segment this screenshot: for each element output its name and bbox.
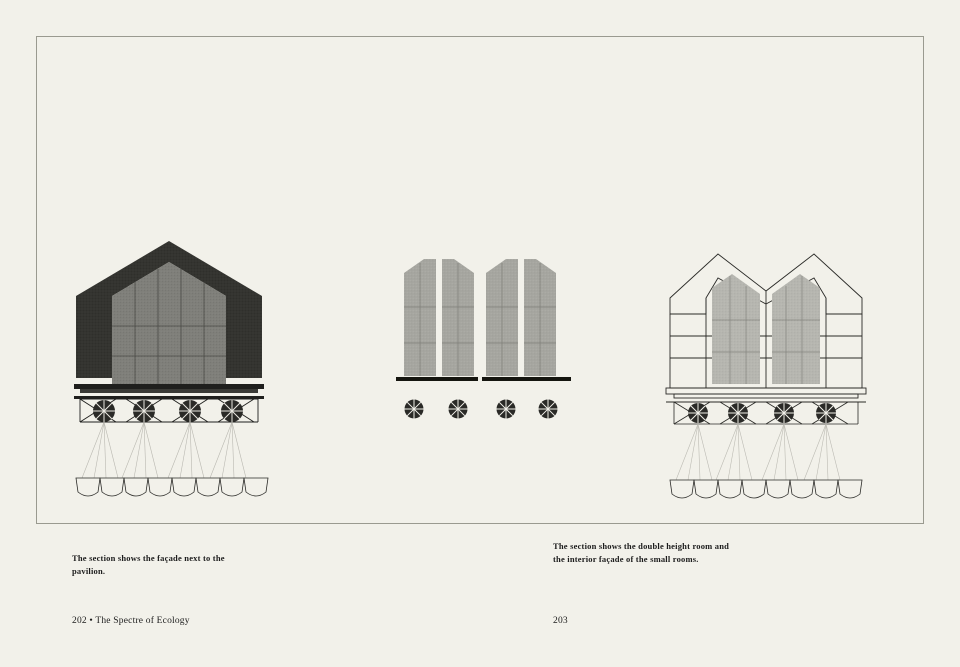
- folio-left: 202 • The Spectre of Ecology: [72, 616, 190, 626]
- foundation-splay-lines: [82, 422, 246, 478]
- figure-outline-building-section: [656, 236, 906, 506]
- caption-left: The section shows the façade next to the pavilion.: [72, 553, 225, 577]
- foundation-bells-outline: [670, 480, 862, 498]
- figure-isolated-facade-panels: [396, 251, 571, 451]
- wheel-row: [405, 400, 558, 419]
- building-outline: [670, 254, 862, 388]
- roof-mass: [68, 241, 270, 384]
- facade-panel-left: [404, 259, 474, 376]
- facade-panel-right: [486, 259, 556, 376]
- wheel-assembly-outline: [688, 403, 836, 423]
- caption-right: The section shows the double height room and the interior façade of the small rooms.: [553, 541, 730, 565]
- deck-slab-outline: [666, 388, 866, 402]
- figure-filled-building-section: [66, 236, 326, 506]
- foundation-splay-lines-outline: [676, 424, 840, 480]
- folio-right: 203: [553, 616, 568, 626]
- wheel-assembly: [93, 400, 243, 422]
- deck-slab: [74, 384, 264, 399]
- foundation-bells: [76, 478, 268, 496]
- ground-bars: [396, 377, 571, 381]
- drawing-area: [36, 36, 924, 524]
